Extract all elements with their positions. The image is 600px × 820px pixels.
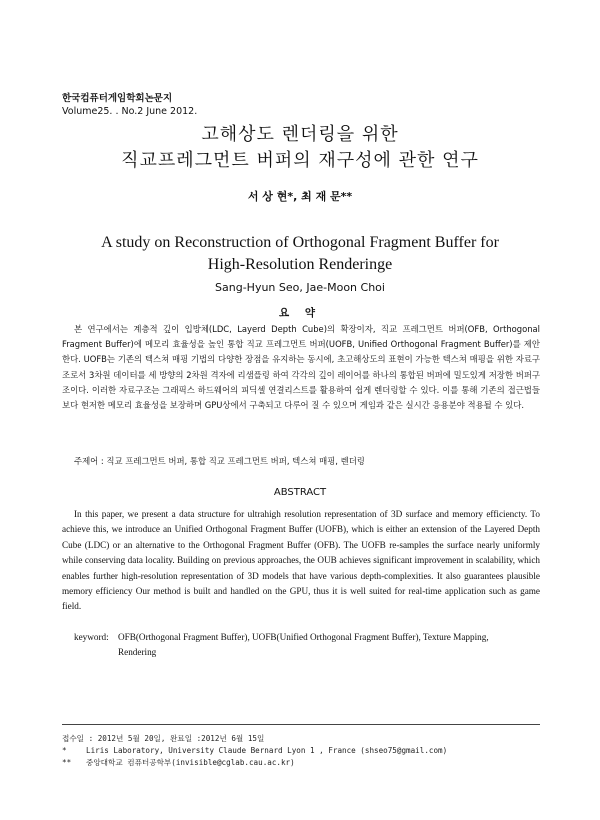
english-title bbox=[0, 232, 600, 276]
korean-authors: 서 상 현*, 최 재 문** bbox=[247, 190, 353, 203]
footnote-2 bbox=[62, 757, 447, 769]
footnote-2-mark: ** bbox=[62, 758, 72, 767]
english-abstract-body: In this paper, we present a data structure for ultrahigh resolution representation of 3D surface and memory efficiencty. To achieve this, we introduce an Unified Orthogonal Fragment Buffer (UOFB), which is either an extension of the Layered Depth Cube (LDC) or an alternative to the Orthogonal Fragment Buffer (OFB). The UOFB re-samples the surface nearly uniformly while conserving data locality. Building on previous approaches, the OUB achieves significant improvement in scalability, which enables further high-resolution representation of 3D models that have various depth-complexities. It also guarantees plausible memory efficiency Our method is built and handled on the GPU, thus it is well suited for real-time application such as game field. bbox=[62, 509, 540, 612]
journal-issue: Volume25. . No.2 June 2012. bbox=[62, 105, 198, 117]
received-date: 접수일 : 2012년 5월 20일, 완료일 :2012년 6월 15일 bbox=[62, 734, 265, 743]
footnotes bbox=[62, 733, 447, 769]
korean-keywords: 주제어 : 직교 프레그먼트 버퍼, 통합 직교 프레그먼트 버퍼, 텍스쳐 매핑, 렌더링 bbox=[74, 456, 365, 466]
journal-header bbox=[62, 93, 197, 118]
footnote-divider bbox=[62, 724, 540, 725]
keywords-line2: Rendering bbox=[118, 647, 157, 658]
english-title-line2: High-Resolution Renderinge bbox=[207, 256, 393, 273]
footnote-1-mark: * bbox=[62, 746, 67, 755]
english-authors: Sang-Hyun Seo, Jae-Moon Choi bbox=[215, 281, 385, 294]
footnote-1-text: Liris Laboratory, University Claude Bernard Lyon 1 , France (shseo75@gmail.com) bbox=[86, 746, 448, 755]
korean-title-line1: 고해상도 렌더링을 위한 bbox=[201, 124, 399, 145]
korean-abstract-body: 본 연구에서는 계층적 깊이 입방체(LDC, Layerd Depth Cube)의 확장이자, 직교 프레그먼트 버퍼(OFB, Orthogonal Fragment Buffer)에 메모리 효율성을 높인 통합 직교 프레그먼트 버퍼(UOFB, Unified Orthogonal Fragment Buffer)를 제안한다. UOFB는 기존의 텍스쳐 매핑 기법의 다양한 장점을 유지하는 동시에, 초고해상도의 표현이 가능한 텍스쳐 매핑을 위한 자료구조로서 3차원 데이터를 세 방향의 2차원 격자에 리샘플링 하여 각각의 깊이 레이어를 하나의 통합된 버퍼에 밀도있게 저장한 버퍼구조이다. 이러한 자료구조는 그래픽스 하드웨어의 피딕셀 연결리스트를 활용하여 쉽게 렌더링할 수 있다. 이를 통해 기존의 접근법들 보다 현저한 메모리 효율성을 보장하며 GPU상에서 구축되고 다루어 질 수 있으며 게임과 같은 실시간 응용분야 적용될 수 있다. bbox=[62, 324, 540, 411]
korean-abstract-heading: 요 약 bbox=[279, 307, 321, 319]
korean-title-line2: 직교프레그먼트 버퍼의 재구성에 관한 연구 bbox=[121, 150, 479, 171]
korean-title bbox=[0, 122, 600, 174]
english-abstract-heading: ABSTRACT bbox=[273, 487, 327, 498]
keywords-label: keyword: bbox=[74, 632, 109, 642]
english-keywords bbox=[74, 630, 540, 661]
footnote-2-text: 중앙대학교 컴퓨터공학부(invisible@cglab.cau.ac.kr) bbox=[86, 758, 295, 767]
footnote-1 bbox=[62, 745, 447, 757]
journal-name: 한국컴퓨터게임학회논문지 bbox=[62, 93, 173, 104]
english-title-line1: A study on Reconstruction of Orthogonal Fragment Buffer for bbox=[101, 234, 499, 251]
keywords-line1: OFB(Orthogonal Fragment Buffer), UOFB(Unified Orthogonal Fragment Buffer), Texture Mapping, bbox=[118, 632, 489, 642]
